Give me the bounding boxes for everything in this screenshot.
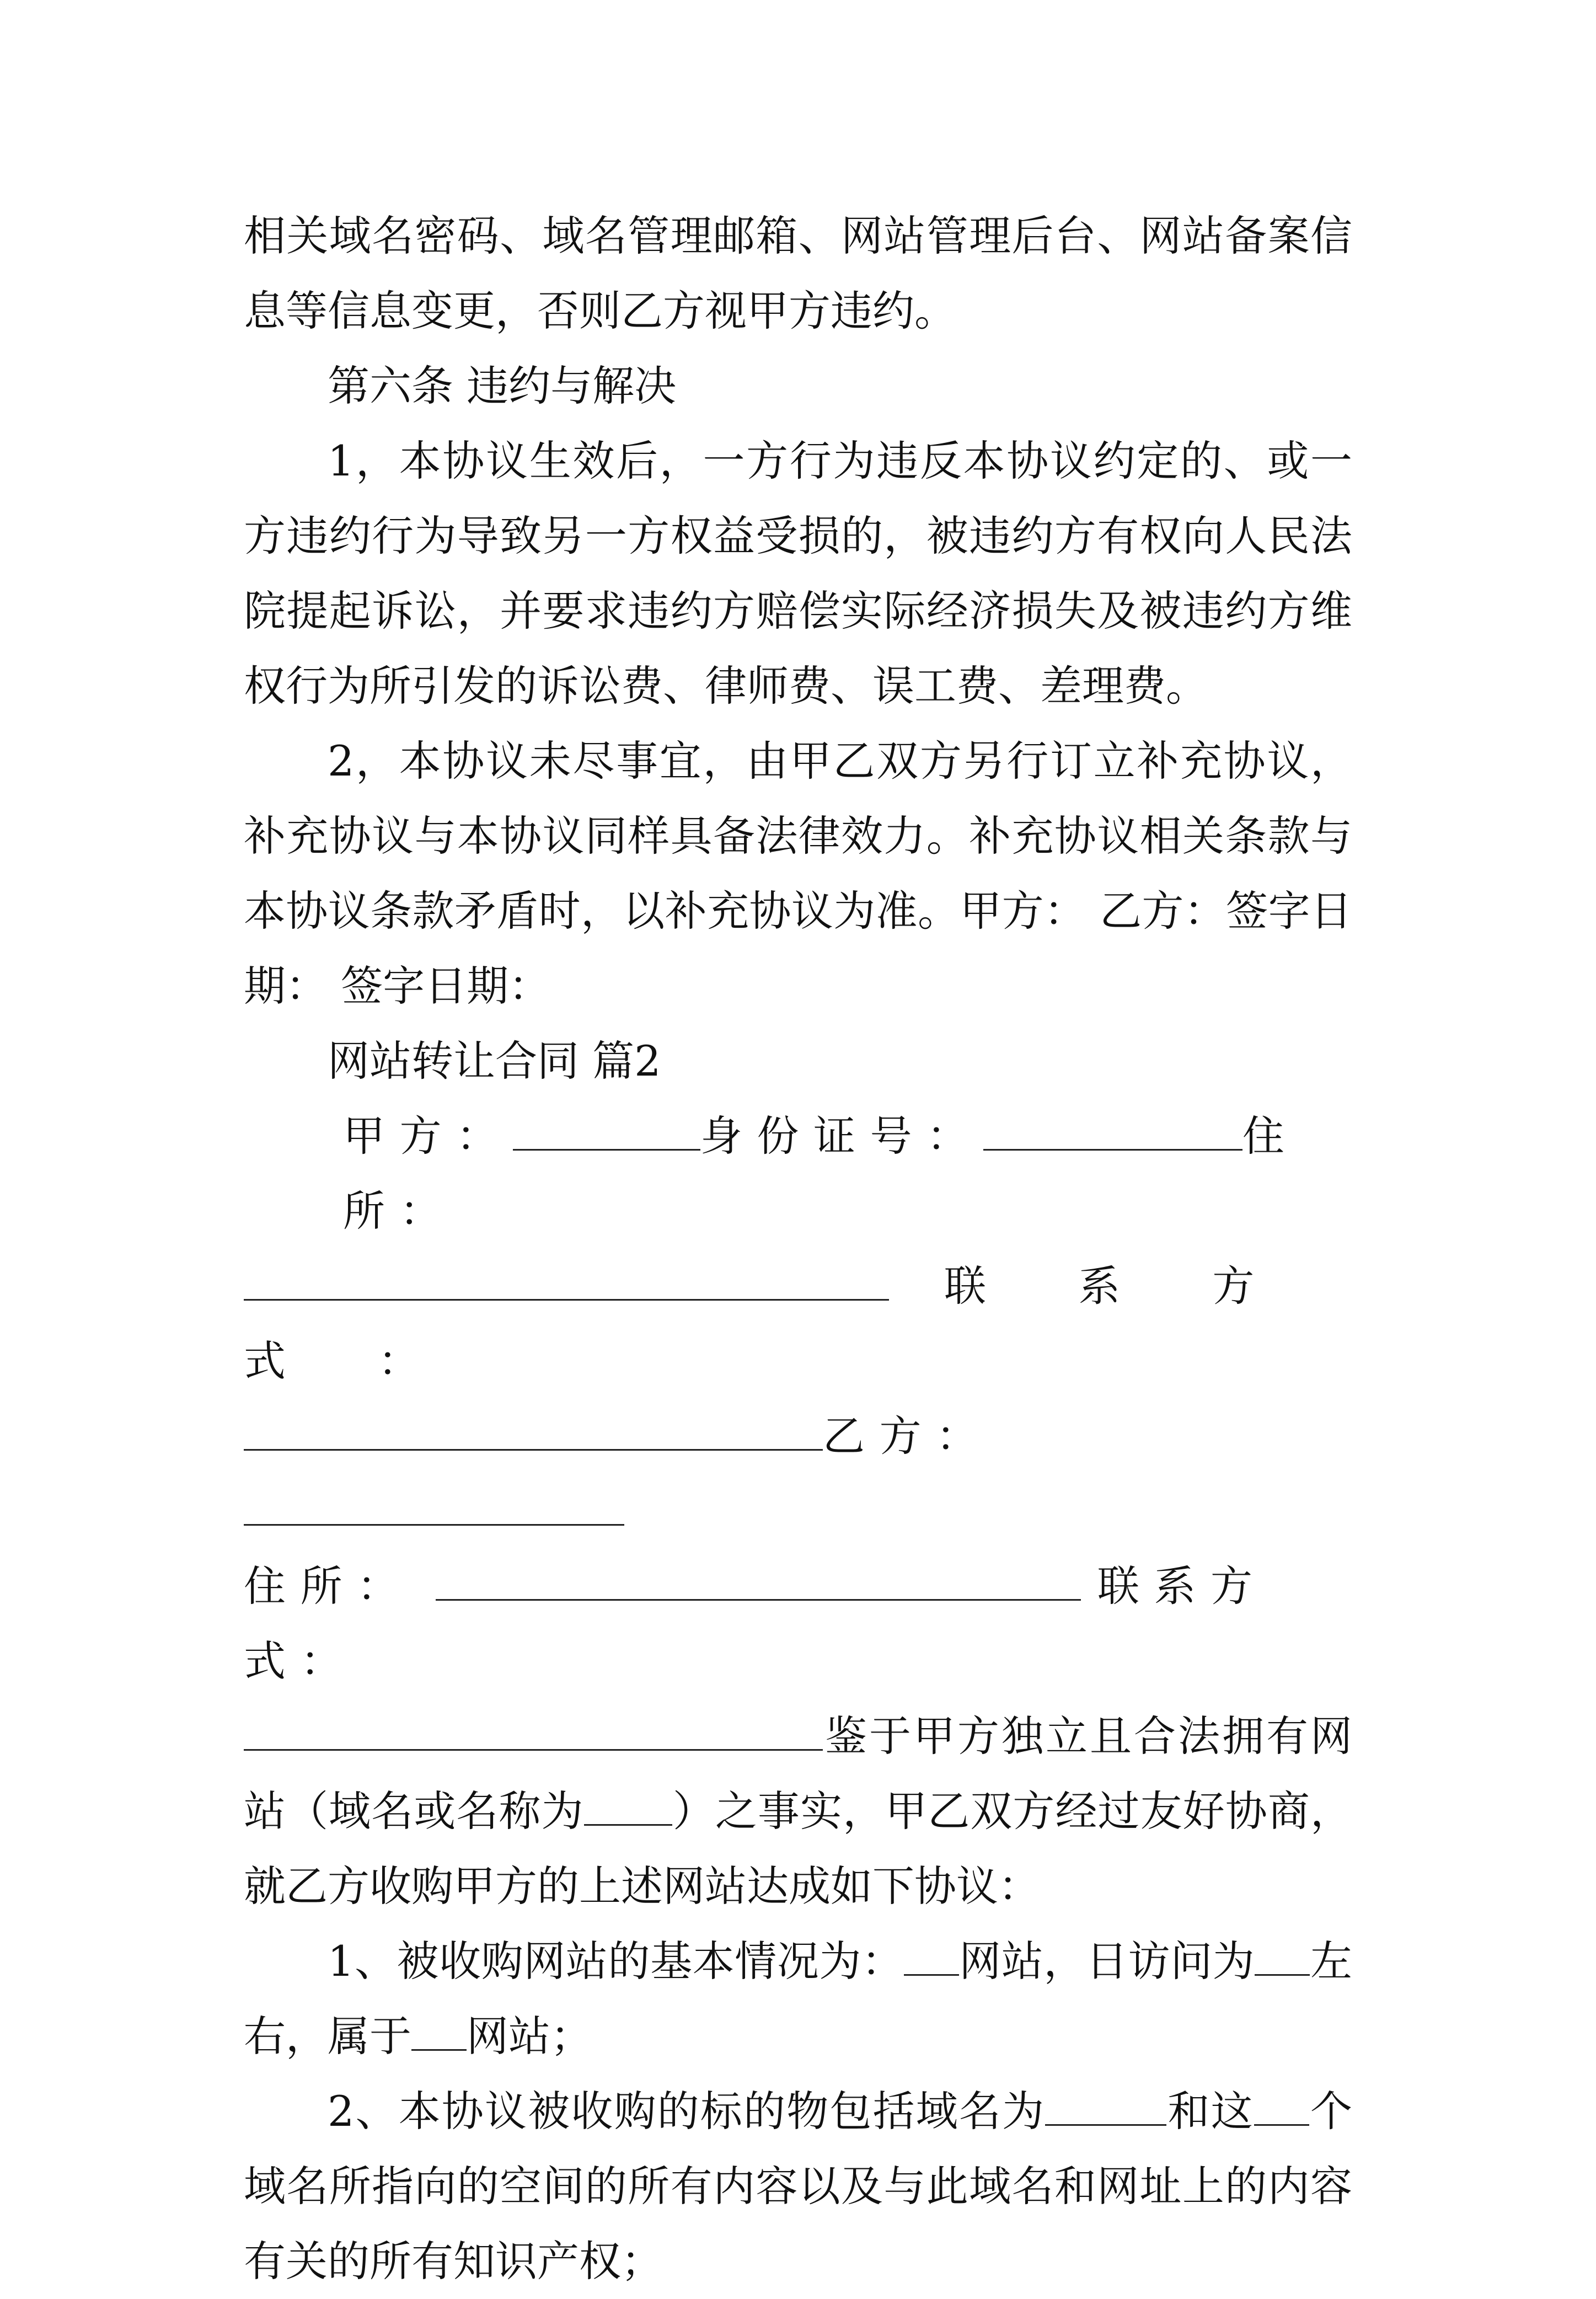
party-b-blank[interactable] bbox=[244, 1487, 624, 1526]
contract-title-part2: 网站转让合同 篇2 bbox=[328, 1036, 661, 1086]
party-b-address-row bbox=[244, 1549, 1352, 1699]
party-b-contact-label: 联系方式： bbox=[244, 1562, 1267, 1686]
website-category-blank[interactable] bbox=[411, 2012, 467, 2051]
breach-clause-2: 2，本协议未尽事宜，由甲乙双方另行订立补充协议，补充协议与本协议同样具备法律效力。补充协议相关条款与本协议条款矛盾时，以补充协议为准。甲方： 乙方：签字日期： 签字日期： bbox=[244, 736, 1352, 1011]
daily-visits-blank[interactable] bbox=[1255, 1937, 1310, 1976]
item-1-text-4: 网站； bbox=[467, 2012, 592, 2061]
domain-blank[interactable] bbox=[1045, 2087, 1166, 2126]
paragraph-domain-change: 相关域名密码、域名管理邮箱、网站管理后台、网站备案信息等信息变更，否则乙方视甲方违约。 bbox=[244, 211, 1352, 335]
party-a-row bbox=[244, 1099, 1352, 1249]
recital-text-1: 鉴于甲方独立且合法拥有网站（域名或名称为 bbox=[244, 1712, 1352, 1836]
item-2-text-3: 个域名所指向的空间的所有内容以及与此域名和网址上的内容有关的所有知识产权； bbox=[244, 2087, 1353, 2286]
contact-party-b-row bbox=[244, 1399, 1352, 1549]
item-1-text-2: 网站，日访问为 bbox=[958, 1937, 1255, 1986]
contact-blank[interactable] bbox=[244, 1412, 823, 1451]
party-b-address-blank[interactable] bbox=[436, 1562, 1081, 1601]
article-six-heading: 第六条 违约与解决 bbox=[328, 361, 677, 410]
website-type-blank[interactable] bbox=[904, 1937, 959, 1976]
item-2-text-1: 2、本协议被收购的标的物包括域名为 bbox=[328, 2087, 1046, 2136]
party-info-block bbox=[244, 1099, 1352, 1699]
document-body bbox=[244, 199, 1352, 2299]
party-b-contact-blank[interactable] bbox=[244, 1712, 823, 1751]
party-a-label: 甲方： bbox=[343, 1111, 513, 1161]
item-1-text-3: 左右，属于 bbox=[244, 1937, 1352, 2061]
breach-clause-1: 1，本协议生效后，一方行为违反本协议约定的、或一方违约行为导致另一方权益受损的，被违约方有权向人民法院提起诉讼，并要求违约方赔偿实际经济损失及被违约方维权行为所引发的诉讼费、律师费、误工费、差理费。 bbox=[244, 436, 1352, 710]
address-blank[interactable] bbox=[244, 1261, 889, 1301]
id-number-blank[interactable] bbox=[983, 1111, 1242, 1151]
recital-text-2: ）之事实，甲乙双方经过友好协商，就乙方收购甲方的上述网站达成如下协议： bbox=[244, 1787, 1353, 1911]
item-2 bbox=[244, 2074, 1352, 2299]
contact-label: 联系方式： bbox=[244, 1261, 1347, 1386]
id-number-label: 身份证号： bbox=[700, 1111, 983, 1161]
recital-paragraph bbox=[244, 1699, 1352, 1924]
item-2-text-2: 和这 bbox=[1166, 2087, 1254, 2136]
domain-count-blank[interactable] bbox=[1254, 2087, 1309, 2126]
address-row bbox=[244, 1249, 1352, 1399]
item-1 bbox=[244, 1924, 1352, 2074]
party-b-label: 乙方： bbox=[823, 1412, 993, 1461]
item-1-text-1: 1、被收购网站的基本情况为： bbox=[328, 1937, 904, 1986]
party-b-address-label: 住所： bbox=[244, 1562, 414, 1611]
address-label: 住所： bbox=[343, 1111, 1299, 1236]
domain-name-blank[interactable] bbox=[584, 1787, 672, 1826]
party-a-blank[interactable] bbox=[513, 1111, 700, 1151]
